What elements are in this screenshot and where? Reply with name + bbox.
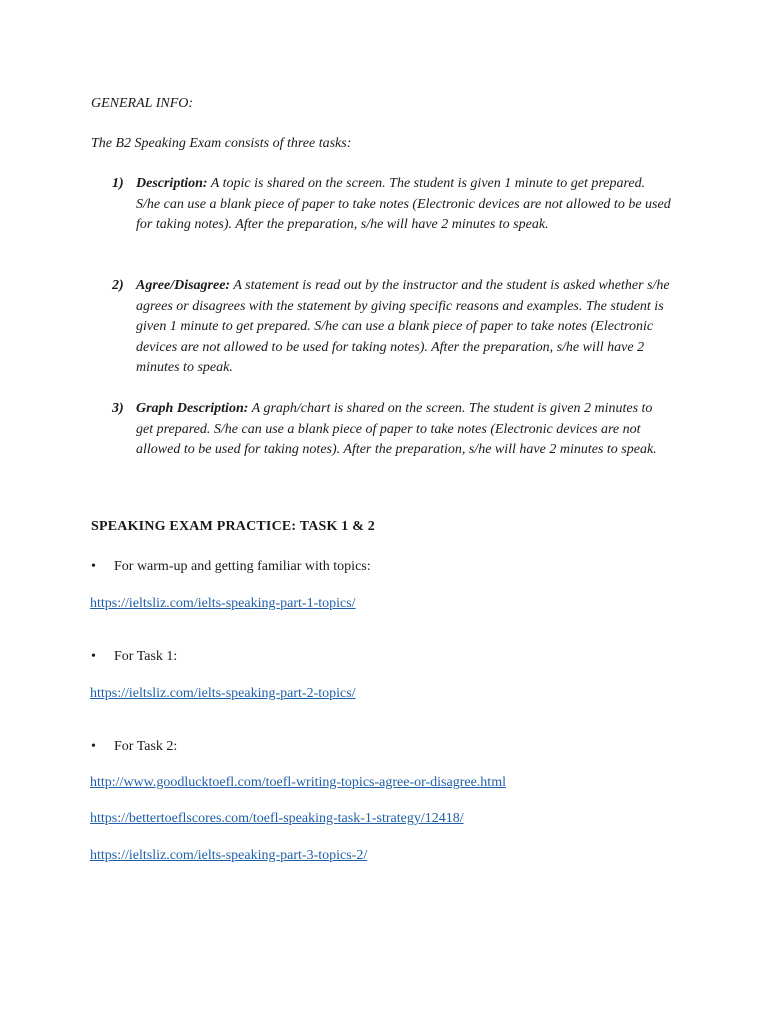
- task-number: 3): [112, 401, 124, 416]
- bullet-icon: •: [91, 559, 96, 574]
- link-ielts-part-2-topics[interactable]: https://ieltsliz.com/ielts-speaking-part-2-topics/: [90, 686, 356, 701]
- task-title: Description:: [136, 176, 208, 191]
- task-item-graph-description: [112, 399, 672, 461]
- link-ielts-part-1-topics[interactable]: https://ieltsliz.com/ielts-speaking-part-1-topics/: [90, 596, 356, 611]
- task-body: [136, 399, 672, 461]
- bullet-item-task-2: [91, 737, 177, 757]
- bullet-item-task-1: [91, 647, 177, 667]
- bullet-icon: •: [91, 649, 96, 664]
- task-number: 1): [112, 176, 124, 191]
- task-text: A graph/chart is shared on the screen. The student is given 2 minutes to get prepared. S/he can use a blank piece of paper to take notes (Electronic devices are not allowed to be used for taking notes). After the preparation, s/he will have 2 minutes to speak.: [136, 401, 657, 457]
- practice-section-heading: SPEAKING EXAM PRACTICE: TASK 1 & 2: [91, 519, 375, 534]
- task-item-agree-disagree: [112, 276, 672, 379]
- task-title: Agree/Disagree:: [136, 278, 231, 293]
- bullet-text: For Task 2:: [114, 739, 178, 754]
- exam-intro-text: The B2 Speaking Exam consists of three tasks:: [91, 136, 352, 151]
- bullet-text: For warm-up and getting familiar with topics:: [114, 559, 371, 574]
- link-bettertoeflscores-task-1[interactable]: https://bettertoeflscores.com/toefl-speaking-task-1-strategy/12418/: [90, 811, 464, 826]
- bullet-text: For Task 1:: [114, 649, 178, 664]
- link-goodlucktoefl-agree-disagree[interactable]: http://www.goodlucktoefl.com/toefl-writing-topics-agree-or-disagree.html: [90, 775, 506, 790]
- task-title: Graph Description:: [136, 401, 249, 416]
- bullet-icon: •: [91, 739, 96, 754]
- task-item-description: [112, 174, 672, 236]
- general-info-heading: GENERAL INFO:: [91, 96, 194, 111]
- task-body: [136, 276, 672, 379]
- task-number: 2): [112, 278, 124, 293]
- task-body: [136, 174, 672, 236]
- task-text: A statement is read out by the instructor and the student is asked whether s/he agrees or disagrees with the statement by giving specific reasons and examples. The student is given 1 minute to get prepared. S/he can use a blank piece of paper to take notes (Electronic devices are not allowed to be used for taking notes). After the preparation, s/he will have 2 minutes to speak.: [136, 278, 670, 375]
- task-text: A topic is shared on the screen. The student is given 1 minute to get prepared. S/he can use a blank piece of paper to take notes (Electronic devices are not allowed to be used for taking notes). After the preparation, s/he will have 2 minutes to speak.: [136, 176, 671, 232]
- bullet-item-warmup: [91, 557, 371, 577]
- link-ielts-part-3-topics[interactable]: https://ieltsliz.com/ielts-speaking-part-3-topics-2/: [90, 848, 368, 863]
